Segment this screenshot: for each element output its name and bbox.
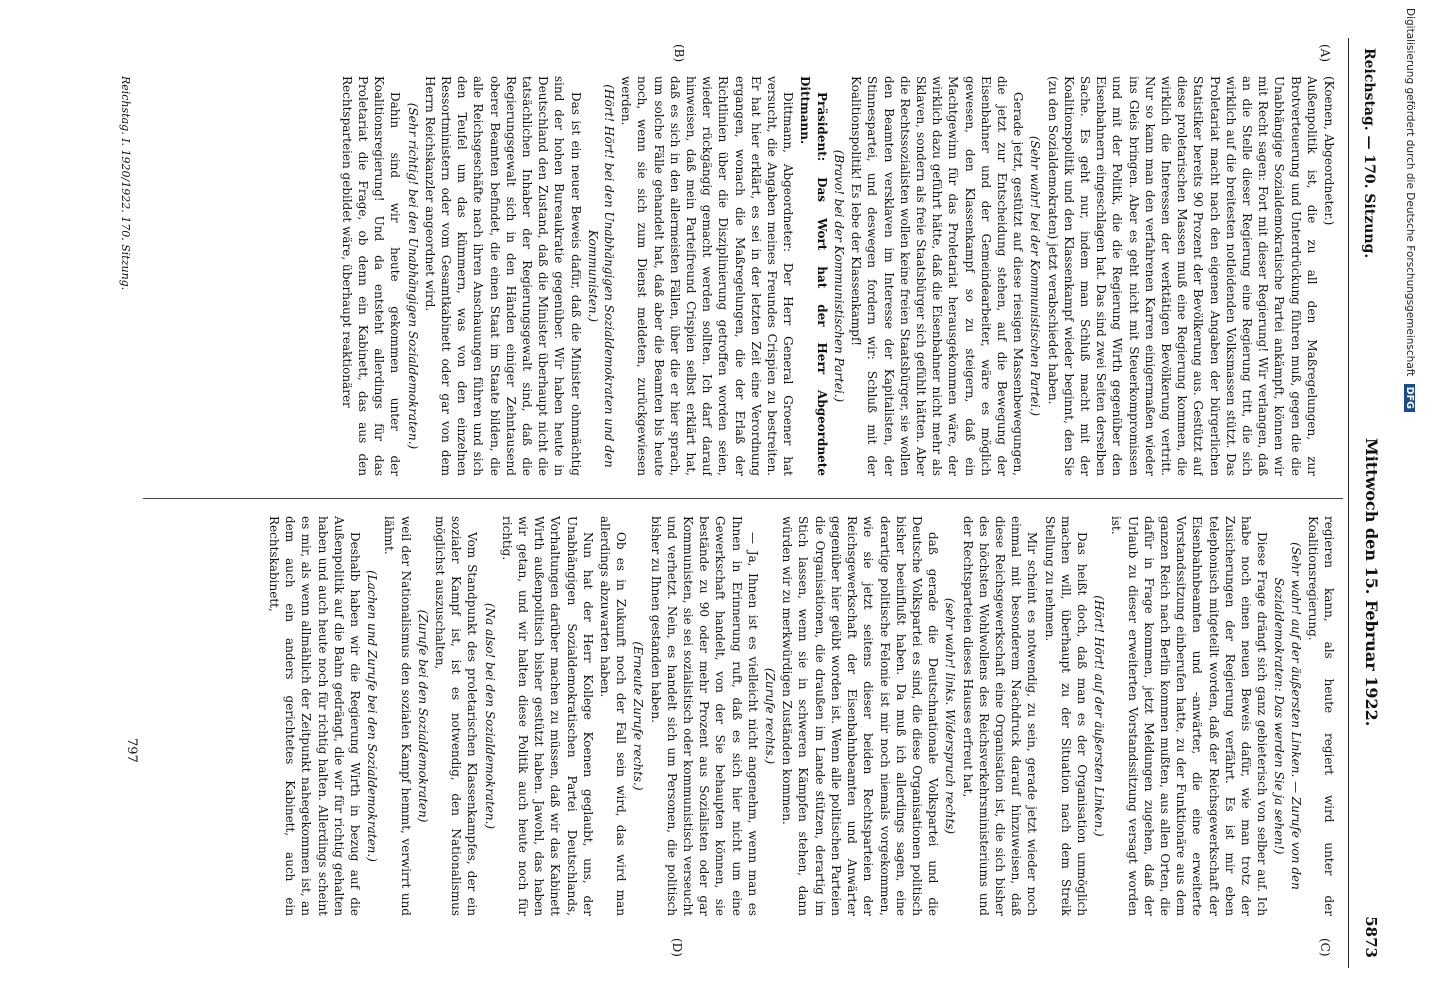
- margin-mark-a: (A): [1318, 44, 1332, 63]
- column-divider: [143, 498, 1343, 499]
- paragraph: weil der Nationalismus den sozialen Kampf hemmt, verwirrt und lähmt.: [382, 516, 413, 916]
- right-column: [147, 516, 1337, 916]
- paragraph: daß gerade die Deutschnationale Volkspartei und die Deutsche Volkspartei es sind, die diese Organisationen politisch bisher beeinflußt haben. Da muß ich allerdings sagen, eine derartige politische Felonie ist mir noch niemals vorgekommen, wie sie jetzt seitens dieser beiden Rechtsparteien der Reichsgewerkschaft der Eisenbahnbeamten und Anwärter gegenüber hier geübt worden ist. Wenn alle politischen Parteien die Organisationen, die draußen im Lande stützen, derartig im Stich lassen, wenn sie in schweren Kämpfen stehen, dann würden wir zu merkwürdigen Zuständen kommen.: [780, 516, 941, 916]
- paragraph: Gerade jetzt, gestützt auf diese riesigen Massenbewegungen, die jetzt zur Entscheidung stehen, auf die Bewegung der Eisenbahner und der Gemeindearbeiter, wäre es möglich gewesen, den Klassenkampf so zu steigern, daß ein Machtgewinn für das Proletariat herausgekommen wäre, der wirklich dazu geführt hätte, daß die Eisenbahner nicht mehr als Sklaven, sondern als freie Staatsbürger sich gefühlt hätten. Aber die Rechtssozialisten wollen keine freien Staatsbürger, sie wollen den Beamten versklaven im Interesse der Kapitalisten, der Stinnespartei, und deswegen fordern wir: Schluß mit der Koalitionspolitik! Es lebe der Klassenkampf!: [849, 76, 1026, 476]
- credit-text: Digitalisierung gefördert durch die Deutsche Forschungsgemeinschaft: [1404, 8, 1416, 377]
- paragraph: Mir scheint es notwendig, zu sein, gerade jetzt wieder noch einmal mit besonderem Nachdruck darauf hinzuweisen, daß diese Reichsgewerkschaft eine Organisation ist, die sich bisher des höchsten Wohlwollens des Reichsverkehrsministeriums und der Rechtsparteien dieses Hauses erfreut hat,: [960, 516, 1040, 916]
- paragraph: Nun hat der Herr Kollege Koenen geglaubt, uns, der Unabhängigen Sozialdemokratischen Partei Deutschlands, Vorhaltungen darüber machen zu müssen, daß wir das Kabinett Wirth außenpolitisch bisher gestützt haben. Jawohl, das haben wir getan, und wir halten diese Politik auch heute noch für richtig.: [499, 516, 595, 916]
- paragraph: Das ist ein neuer Beweis dafür, daß die Minister ohnmächtig sind der hohen Bureaukratie gegenüber. Wir haben heute in Deutschland den Zustand, daß die Minister überhaupt nicht die tatsächlichen Inhaber der Regierungsgewalt sind, daß die Regierungsgewalt sich in den Händen einiger Zehntausend oberer Beamten befindet, die einen Staat im Staate bilden, die alle Reichsgeschäfte nach ihren Anschauungen führen und sich den Teufel um das kümmern, was von den einzelnen Ressortministern oder vom Gesamtkabinett oder gar von dem Herrn Reichskanzler angeordnet wird.: [422, 76, 583, 476]
- header-session: Reichstag. — 170. Sitzung.: [1361, 48, 1377, 259]
- paragraph: Ob es in Zukunft noch der Fall sein wird, das wird man allerdings abzuwarten haben.: [598, 516, 629, 916]
- page-header: [1348, 38, 1385, 968]
- interjection: (Erneute Zurufe rechts.): [631, 641, 646, 791]
- header-page-number: 5873: [1362, 916, 1380, 958]
- left-column: [147, 76, 1337, 476]
- interjection: (Sehr wahr! auf der äußersten Linken. — Zurufe von den Sozialdemokraten: Das werden Sie ja sehen!): [1272, 542, 1303, 890]
- margin-mark-c: (C): [1318, 938, 1332, 957]
- margin-mark-b: (B): [672, 44, 686, 63]
- footer-signature: Reichstag. I. 1920/1922. 170. Sitzung.: [119, 76, 132, 291]
- paragraph: Das heißt doch, daß man es der Organisation unmöglich machen will, überhaupt zu der Situation nach dem Streik Stellung zu nehmen.: [1042, 516, 1089, 916]
- rotated-newspaper-page: [67, 38, 1385, 968]
- paragraph: Dahin sind wir heute gekommen unter der Koalitionsregierung! Und da entsteht allerdings für das Proletariat die Frage, ob denn ein Kabinett, das aus den Rechtsparteien gebildet wäre, überhaupt reaktionärer: [339, 76, 403, 476]
- footer-sheet-number: 797: [124, 738, 139, 763]
- president-paragraph: Präsident: Das Wort hat der Herr Abgeordnete Dittmann.: [798, 76, 829, 476]
- header-date: Mittwoch den 15. Februar 1922.: [1362, 438, 1381, 727]
- interjection: (Zurufe bei den Sozialdemokraten): [415, 609, 430, 823]
- interjection: (Hört! Hört! bei den Unabhängigen Sozialdemokraten und den Kommunisten.): [585, 84, 617, 468]
- interjection: (Lachen und Zurufe bei den Sozialdemokraten.): [365, 570, 380, 862]
- interjection: (Sehr wahr! bei der Kommunistischen Partei.): [1028, 135, 1043, 417]
- paragraph: Vom Standpunkt des proletarischen Klassenkampfes, der ein sozialer Kampf ist, ist es notwendig, den Nationalismus möglichst auszuschalten,: [433, 516, 480, 916]
- paragraph: Deshalb haben wir die Regierung Wirth in bezug auf die Außenpolitik auf die Bahn gedrängt, die wir für richtig gehalten haben und auch heute noch für richtig halten. Allerdings scheint es mir, als wenn allmählich der Zeitpunkt nahegekommen ist, an dem auch ein anders gerichtetes Kabinett, auch ein Rechtskabinett,: [267, 516, 363, 916]
- interjection: (sehr wahr! links. Widerspruch rechts): [943, 597, 958, 835]
- margin-mark-d: (D): [670, 938, 684, 957]
- paragraph: regieren kann, als heute regiert wird unter der Koalitionsregierung.: [1305, 516, 1336, 916]
- paragraph: Dittmann, Abgeordneter: Der Herr General Groener hat versucht, die Angaben meines Freundes Crispien zu bestreiten. Er hat hier erklärt, es sei in der letzten Zeit eine Verordnung ergangen, wonach die Maßregelungen, die der Erlaß der Richtlinien über die Disziplinierung getroffen worden seien, wieder rückgängig gemacht werden sollten. Ich darf darauf hinweisen, daß mein Parteifreund Crispien selbst erklärt hat, daß es sich in den allermeisten Fällen, über die er hier sprach, um solche Fälle gehandelt hat, daß aber die Beamten bis heute noch, wenn sie sich zum Dienst meldeten, zurückgewiesen werden.: [619, 76, 796, 476]
- paragraph: — Ja, Ihnen ist es vielleicht nicht angenehm, wenn man es Ihnen in Erinnerung ruft, daß es sich hier nicht um eine Gewerkschaft handelt, von der Sie behaupten können, sie bestände zu 90 oder mehr Prozent aus Sozialisten oder gar Kommunisten, sie sei sozialistisch oder kommunistisch verseucht und verhetzt. Nein, es handelt sich um Personen, die politisch bisher zu Ihnen gestanden haben.: [648, 516, 760, 916]
- speaker-line: (Koenen, Abgeordneter.): [1322, 76, 1336, 226]
- dfg-logo: DFG: [1404, 384, 1415, 412]
- interjection: (Sehr richtig! bei den Unabhängigen Sozialdemokraten.): [405, 102, 420, 450]
- digitization-credit: [1402, 8, 1416, 728]
- paragraph: Außenpolitik ist, die zu all den Maßregelungen, zur Brotverteuerung und Unterdrückung führen muß, gegen die die Unabhängige Sozialdemokratische Partei ankämpft, können wir mit Recht sagen: Fort mit dieser Regierung! Wir verlangen, daß an die Stelle dieser Regierung eine Regierung tritt, die sich wirklich auf die breitesten notleidenden Volksmassen stützt. Das Proletariat macht nach den eigenen Angaben der bürgerlichen Statistiker bereits 90 Prozent der Bevölkerung aus. Gestützt auf diese proletarischen Massen muß eine Regierung kommen, die wirklich die Interessen der werktätigen Bevölkerung vertritt. Nur so kann man den verfahrenen Karren einigermaßen wieder ins Gleis bringen. Aber es geht nicht mit Steuerkompromissen und mit der Politik, die die Regierung Wirth gegenüber den Eisenbahnern eingeschlagen hat. Das sind zwei Seiten derselben Sache. Es geht nur, indem man Schluß macht mit der Koalitionspolitik und den Klassenkampf wieder beginnt, den Sie (zu den Sozialdemokraten) jetzt verabschiedet haben.: [1045, 76, 1319, 476]
- interjection: (Hört! Hört! auf der äußersten Linken.): [1092, 595, 1107, 837]
- interjection: (Zurufe rechts.): [763, 667, 778, 765]
- interjection: (Na also! bei den Sozialdemokraten.): [482, 602, 497, 830]
- paragraph: Diese Frage drängt sich ganz gebieterisch von selber auf. Ich habe noch einen neuen Beweis dafür, wie man trotz der Zusicherungen der Regierung verfährt. Es ist mir eben telephonisch mitgeteilt worden, daß der Reichsgewerkschaft der Eisenbahnbeamten und -anwärter, die eine erweiterte Vorstandssitzung einberufen hatte, zu der Funktionäre aus dem ganzen Reich nach Berlin kommen mußten, aus allen Orten, die dafür in Frage kommen, jetzt Meldungen zugehen, daß der Urlaub zu dieser erweiterten Vorstandssitzung versagt worden ist.: [1109, 516, 1270, 916]
- interjection: (Bravo! bei der Kommunistischen Partei.): [831, 149, 846, 403]
